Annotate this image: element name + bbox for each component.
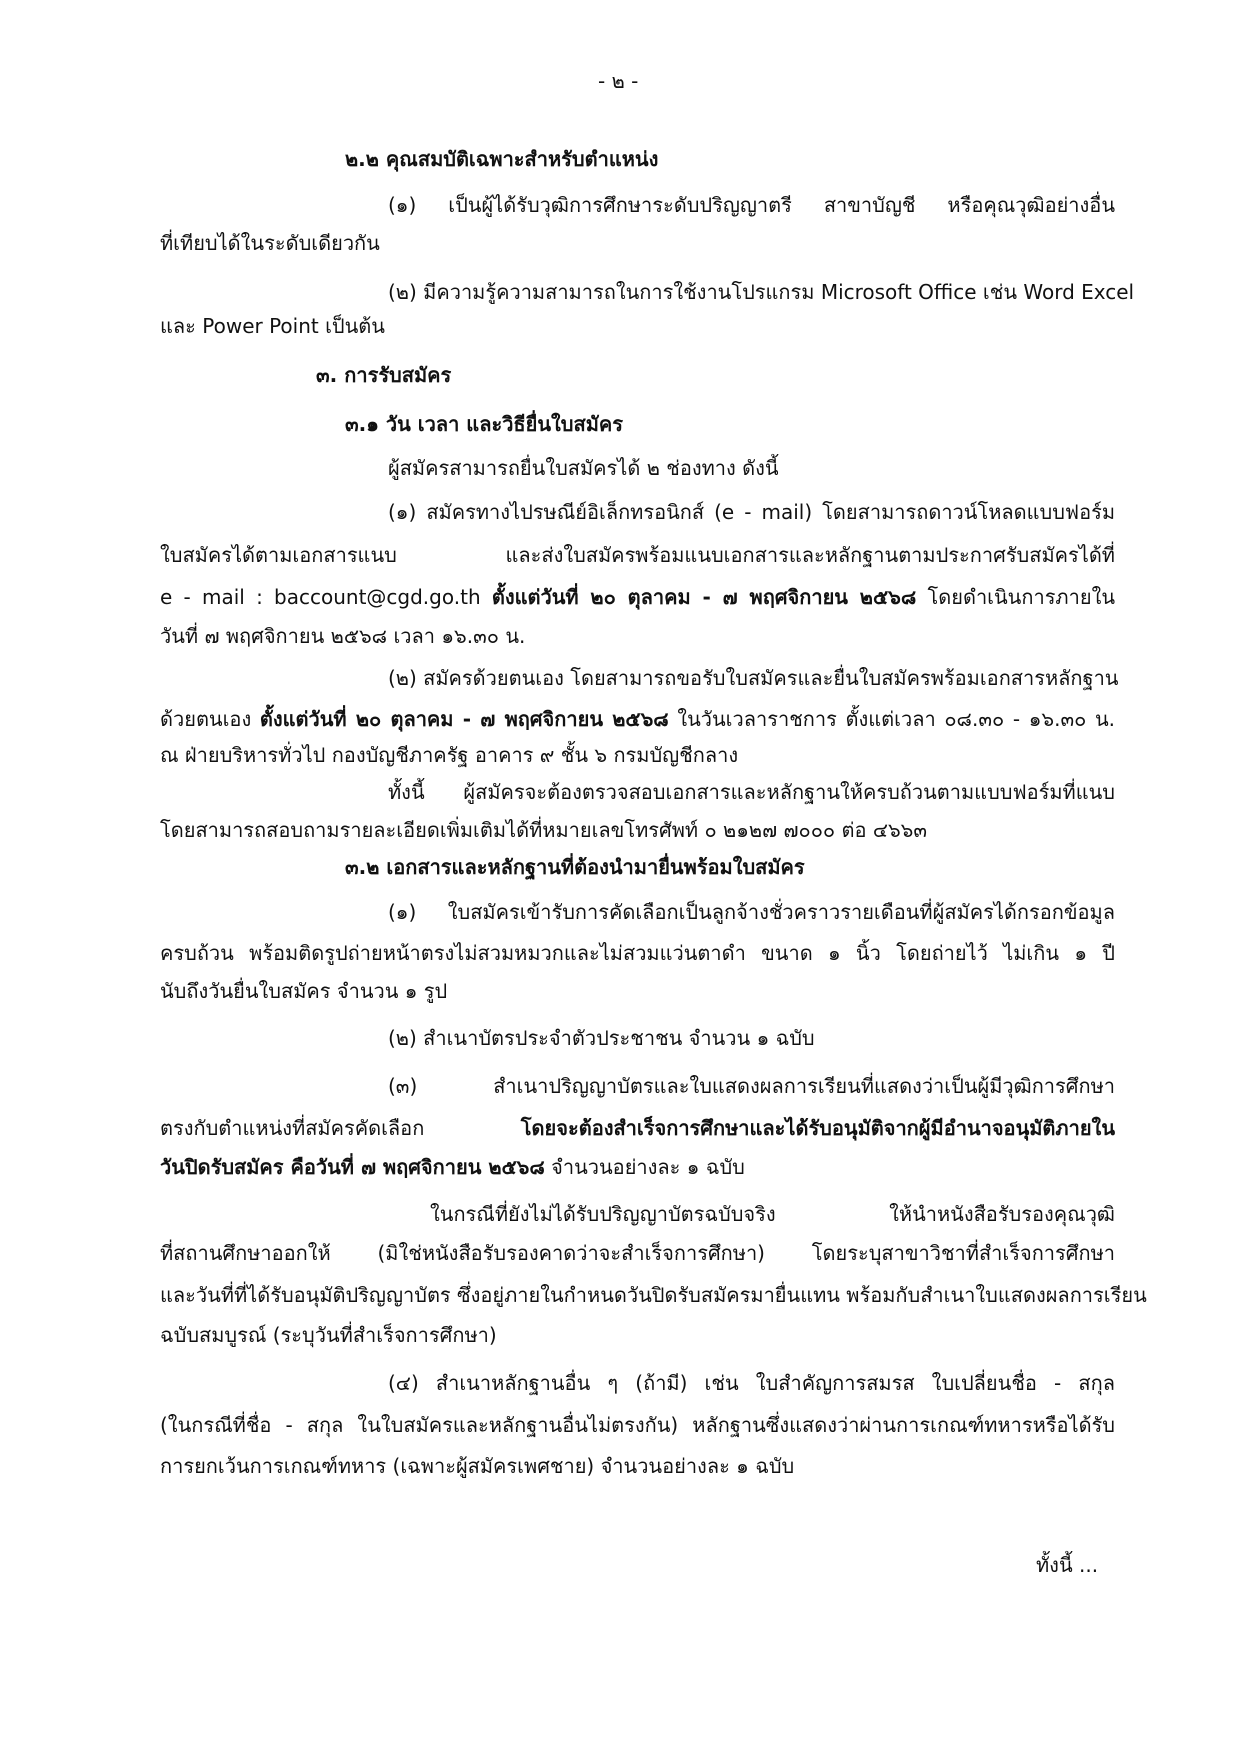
s32-case-line3: และวันที่ที่ได้รับอนุมัติปริญญาบัตร ซึ่งอยู่ภายในกำหนดวันปิดรับสมัครมายื่นแทน พร้อมกับสำเนาใบแสดงผลการเรียน	[160, 1283, 1147, 1307]
s32-item4-line1: (๔) สำเนาหลักฐานอื่น ๆ (ถ้ามี) เช่น ใบสำคัญการสมรส ใบเปลี่ยนชื่อ - สกุล	[388, 1371, 1115, 1395]
s31-item2-line1: (๒) สมัครด้วยตนเอง โดยสามารถขอรับใบสมัครและยื่นใบสมัครพร้อมเอกสารหลักฐาน	[388, 666, 1119, 690]
s31-item1-line4: วันที่ ๗ พฤศจิกายน ๒๕๖๘ เวลา ๑๖.๓๐ น.	[160, 624, 526, 648]
s31-intro: ผู้สมัครสามารถยื่นใบสมัครได้ ๒ ช่องทาง ดังนี้	[388, 456, 779, 480]
email-address: e - mail : baccount@cgd.go.th	[160, 585, 481, 609]
s32-item3-line3: วันปิดรับสมัคร คือวันที่ ๗ พฤศจิกายน ๒๕๖๘ จำนวนอย่างละ ๑ ฉบับ	[160, 1155, 745, 1179]
s31-item2-line3: ณ ฝ่ายบริหารทั่วไป กองบัญชีภาครัฐ อาคาร ๙ ชั้น ๖ กรมบัญชีกลาง	[160, 743, 739, 767]
s22-item1-line2: ที่เทียบได้ในระดับเดียวกัน	[160, 231, 380, 255]
application-period: ตั้งแต่วันที่ ๒๐ ตุลาคม - ๗ พฤศจิกายน ๒๕๖๘	[491, 585, 917, 609]
s31-note-line1: ทั้งนี้ ผู้สมัครจะต้องตรวจสอบเอกสารและหลักฐานให้ครบถ้วนตามแบบฟอร์มที่แนบ	[388, 780, 1115, 804]
s32-case-line4: ฉบับสมบูรณ์ (ระบุวันที่สำเร็จการศึกษา)	[160, 1323, 497, 1347]
s31-item2-line2: ด้วยตนเอง ตั้งแต่วันที่ ๒๐ ตุลาคม - ๗ พฤศจิกายน ๒๕๖๘ ในวันเวลาราชการ ตั้งแต่เวลา ๐๘.๓๐ - ๑๖.๓๐ น.	[160, 707, 1115, 731]
s22-item2-line1: (๒) มีความรู้ความสามารถในการใช้งานโปรแกรม Microsoft Office เช่น Word Excel	[388, 280, 1135, 304]
s32-case-line1: ในกรณีที่ยังไม่ได้รับปริญญาบัตรฉบับจริง ให้นำหนังสือรับรองคุณวุฒิ	[430, 1202, 1115, 1226]
s32-item1-line3: นับถึงวันยื่นใบสมัคร จำนวน ๑ รูป	[160, 979, 448, 1003]
application-period: ตั้งแต่วันที่ ๒๐ ตุลาคม - ๗ พฤศจิกายน ๒๕๖๘	[259, 707, 669, 731]
s32-item3-line1: (๓) สำเนาปริญญาบัตรและใบแสดงผลการเรียนที่แสดงว่าเป็นผู้มีวุฒิการศึกษา	[388, 1074, 1115, 1098]
s22-item2-line2: และ Power Point เป็นต้น	[160, 314, 385, 338]
heading-3-2: ๓.๒ เอกสารและหลักฐานที่ต้องนำมายื่นพร้อมใบสมัคร	[345, 855, 805, 879]
page-number: - ๒ -	[598, 69, 639, 93]
s32-item1-line1: (๑) ใบสมัครเข้ารับการคัดเลือกเป็นลูกจ้างชั่วคราวรายเดือนที่ผู้สมัครได้กรอกข้อมูล	[388, 900, 1115, 924]
s32-item4-line2: (ในกรณีที่ชื่อ - สกุล ในใบสมัครและหลักฐานอื่นไม่ตรงกัน) หลักฐานซึ่งแสดงว่าผ่านการเกณฑ์ทหารหรือได้รับ	[160, 1413, 1115, 1437]
continuation-marker: ทั้งนี้ ...	[1036, 1553, 1099, 1577]
closing-date: วันปิดรับสมัคร คือวันที่ ๗ พฤศจิกายน ๒๕๖๘	[160, 1155, 545, 1179]
heading-3-1: ๓.๑ วัน เวลา และวิธียื่นใบสมัคร	[345, 412, 623, 436]
s32-item4-line3: การยกเว้นการเกณฑ์ทหาร (เฉพาะผู้สมัครเพศชาย) จำนวนอย่างละ ๑ ฉบับ	[160, 1454, 795, 1478]
heading-3: ๓. การรับสมัคร	[316, 363, 452, 387]
heading-2-2: ๒.๒ คุณสมบัติเฉพาะสำหรับตำแหน่ง	[345, 147, 659, 171]
s32-case-line2: ที่สถานศึกษาออกให้ (มิใช่หนังสือรับรองคาดว่าจะสำเร็จการศึกษา) โดยระบุสาขาวิชาที่สำเร็จการศึกษา	[160, 1241, 1115, 1265]
s32-item2: (๒) สำเนาบัตรประจำตัวประชาชน จำนวน ๑ ฉบับ	[388, 1026, 815, 1050]
s31-item1-line3: e - mail : baccount@cgd.go.th ตั้งแต่วันที่ ๒๐ ตุลาคม - ๗ พฤศจิกายน ๒๕๖๘ โดยดำเนินการภายใน	[160, 585, 1115, 609]
s31-note-line2: โดยสามารถสอบถามรายละเอียดเพิ่มเติมได้ที่หมายเลขโทรศัพท์ ๐ ๒๑๒๗ ๗๐๐๐ ต่อ ๔๖๖๓	[160, 818, 928, 842]
s32-item1-line2: ครบถ้วน พร้อมติดรูปถ่ายหน้าตรงไม่สวมหมวกและไม่สวมแว่นตาดำ ขนาด ๑ นิ้ว โดยถ่ายไว้ ไม่เกิน ๑ ปี	[160, 941, 1115, 965]
s31-item1-line2: ใบสมัครได้ตามเอกสารแนบ และส่งใบสมัครพร้อมแนบเอกสารและหลักฐานตามประกาศรับสมัครได้ที่	[160, 543, 1115, 567]
s32-item3-line2: ตรงกับตำแหน่งที่สมัครคัดเลือก โดยจะต้องสำเร็จการศึกษาและได้รับอนุมัติจากผู้มีอำนาจอนุมัติภายใน	[160, 1116, 1115, 1140]
s22-item1-line1: (๑) เป็นผู้ได้รับวุฒิการศึกษาระดับปริญญาตรี สาขาบัญชี หรือคุณวุฒิอย่างอื่น	[388, 193, 1115, 217]
s31-item1-line1: (๑) สมัครทางไปรษณีย์อิเล็กทรอนิกส์ (e - mail) โดยสามารถดาวน์โหลดแบบฟอร์ม	[388, 500, 1115, 524]
